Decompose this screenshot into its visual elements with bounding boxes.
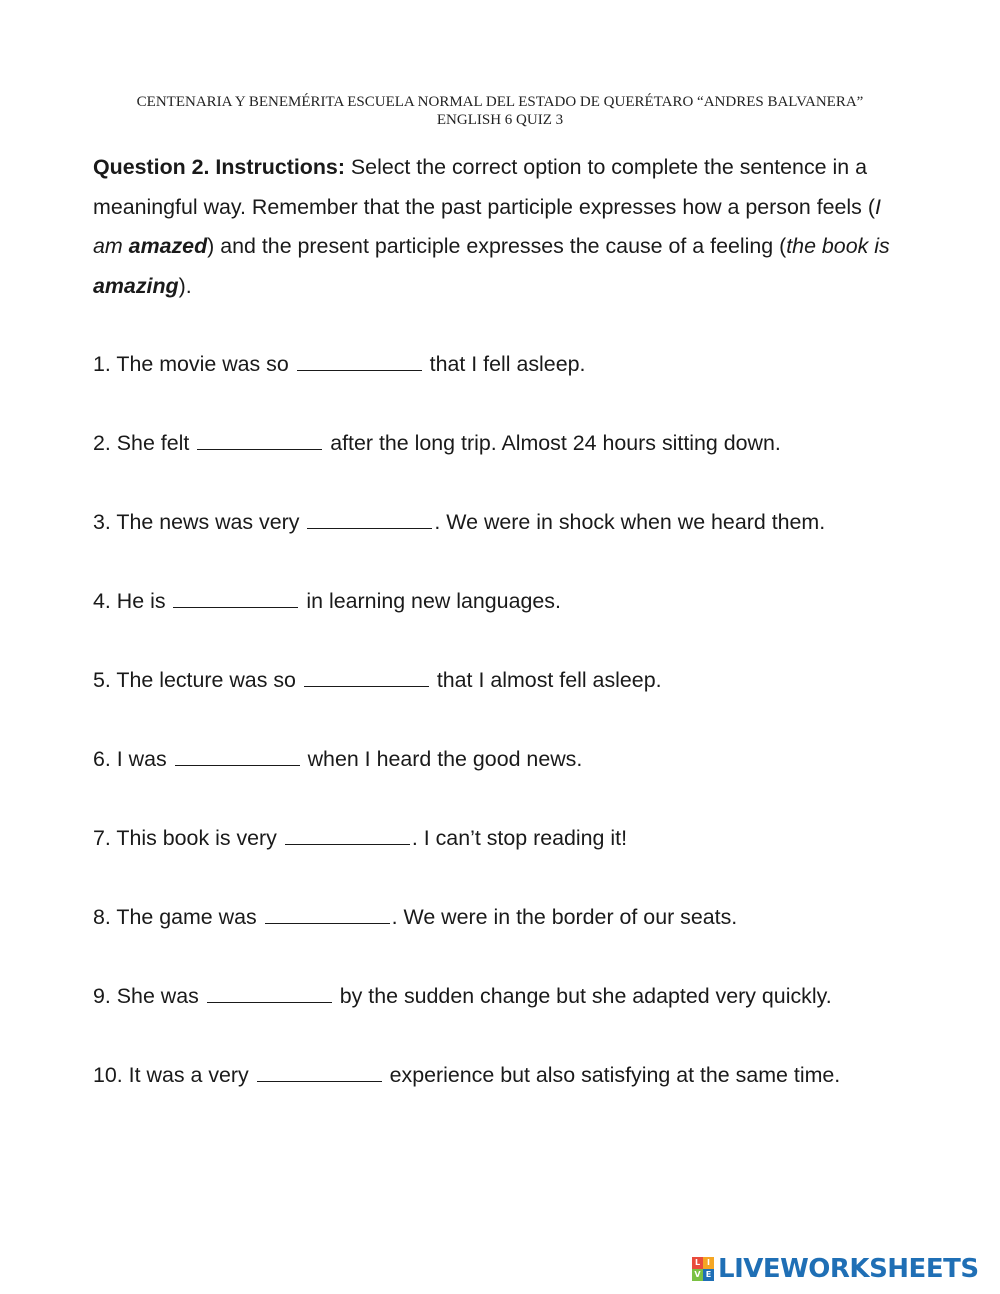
instructions-text-3: ).: [178, 273, 192, 298]
question-text-after: . We were in the border of our seats.: [391, 905, 738, 929]
question-text-after: that I fell asleep.: [423, 352, 586, 376]
example-1-bold: amazed: [128, 234, 208, 258]
instructions-label: Question 2. Instructions:: [93, 155, 345, 179]
logo-badge-icon: [692, 1257, 714, 1281]
logo-text: LIVEWORKSHEETS: [718, 1254, 979, 1284]
answer-blank[interactable]: [285, 824, 410, 845]
question-text-before: 8. The game was: [93, 905, 263, 929]
question-item: [93, 582, 953, 661]
answer-blank[interactable]: [175, 745, 300, 766]
example-2-italic: the book is: [786, 234, 890, 258]
question-text-before: 3. The news was very: [93, 510, 306, 534]
answer-blank[interactable]: [265, 903, 390, 924]
question-text-before: 5. The lecture was so: [93, 668, 302, 692]
question-item: [93, 740, 953, 819]
question-item: [93, 503, 953, 582]
question-text-before: 2. She felt: [93, 431, 196, 455]
example-2-bold: amazing: [93, 273, 179, 298]
answer-blank[interactable]: [207, 982, 332, 1003]
badge-letter: I: [703, 1257, 714, 1269]
question-item: [93, 1056, 953, 1135]
instructions-paragraph: [93, 148, 913, 306]
question-text-before: 4. He is: [93, 589, 172, 613]
question-item: [93, 898, 953, 977]
question-text-before: 7. This book is very: [93, 826, 283, 850]
question-text-after: that I almost fell asleep.: [430, 668, 662, 692]
question-item: [93, 661, 953, 740]
answer-blank[interactable]: [304, 666, 429, 687]
liveworksheets-logo: [692, 1254, 979, 1284]
instructions-text-1: Select the correct option to complete the sentence in a meaningful way. Remember that the past participle expresses how a person feels (: [93, 155, 875, 219]
question-text-before: 9. She was: [93, 984, 205, 1008]
question-item: [93, 345, 953, 424]
answer-blank[interactable]: [297, 350, 422, 371]
quiz-title: ENGLISH 6 QUIZ 3: [436, 112, 564, 128]
question-item: [93, 977, 953, 1056]
school-name: CENTENARIA Y BENEMÉRITA ESCUELA NORMAL DEL ESTADO DE QUERÉTARO “ANDRES BALVANERA”: [136, 94, 864, 110]
question-text-after: in learning new languages.: [300, 589, 561, 613]
document-header: [0, 93, 1000, 129]
question-list: [93, 345, 953, 1135]
answer-blank[interactable]: [197, 429, 322, 450]
badge-letter: L: [692, 1257, 703, 1269]
question-text-after: . I can’t stop reading it!: [411, 826, 628, 850]
badge-letter: V: [692, 1269, 703, 1281]
badge-letter: E: [703, 1269, 714, 1281]
question-text-after: by the sudden change but she adapted very quickly.: [333, 984, 832, 1008]
question-text-after: . We were in shock when we heard them.: [434, 510, 826, 534]
answer-blank[interactable]: [307, 508, 432, 529]
question-text-after: after the long trip. Almost 24 hours sitting down.: [324, 431, 781, 455]
question-text-before: 10. It was a very: [93, 1063, 255, 1087]
question-text-before: 6. I was: [93, 747, 173, 771]
answer-blank[interactable]: [257, 1061, 382, 1082]
instructions-text-2: ) and the present participle expresses the cause of a feeling (: [207, 234, 787, 258]
question-text-after: experience but also satisfying at the same time.: [383, 1063, 841, 1087]
question-text-before: 1. The movie was so: [93, 352, 295, 376]
question-item: [93, 424, 953, 503]
answer-blank[interactable]: [173, 587, 298, 608]
example-1-italic: I am: [93, 194, 881, 258]
question-text-after: when I heard the good news.: [301, 747, 583, 771]
question-item: [93, 819, 953, 898]
